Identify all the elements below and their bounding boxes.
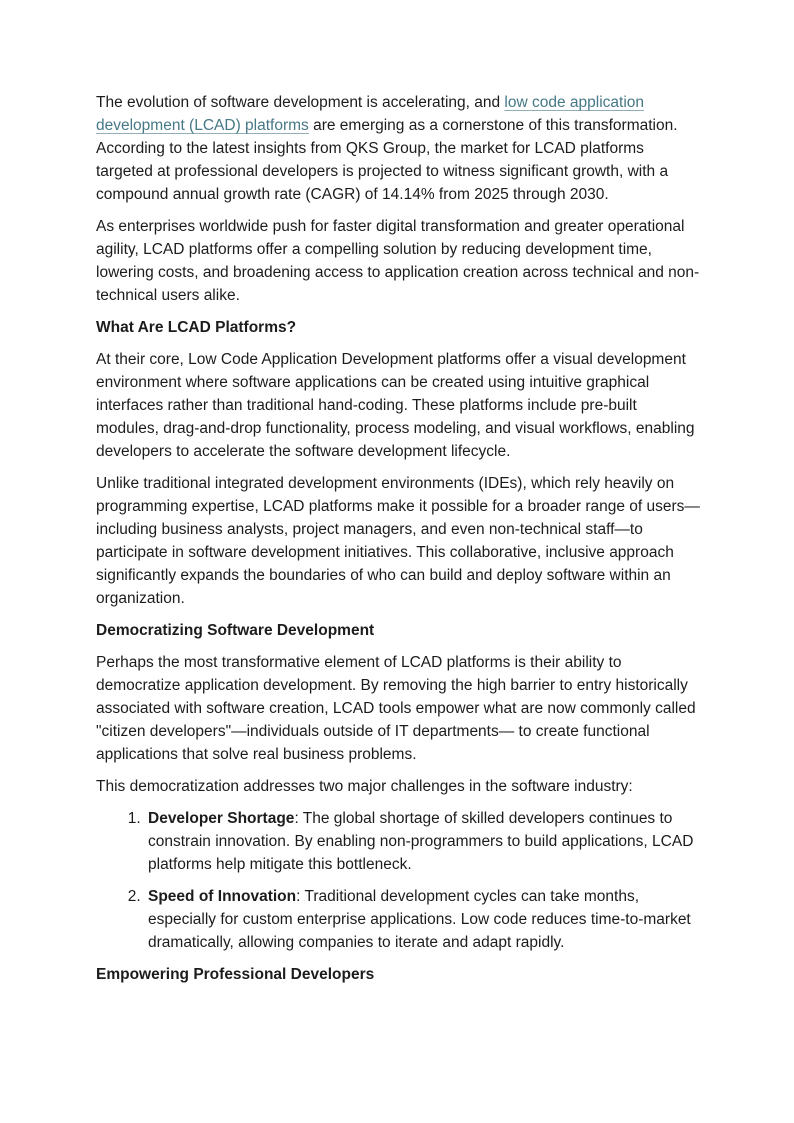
paragraph (96, 215, 700, 307)
list-item (145, 807, 700, 876)
paragraph (96, 775, 700, 798)
paragraph (96, 348, 700, 463)
text-run: Perhaps the most transformative element of LCAD platforms is their ability to democratize application development. By removing the high barrier to entry historically associated with software creation, LCAD tools empower what are now commonly called "citizen developers"—individuals outside of IT departments— to create functional applications that solve real business problems. (96, 654, 696, 763)
paragraph (96, 651, 700, 766)
bold-text: Developer Shortage (148, 810, 295, 827)
bold-text: Speed of Innovation (148, 888, 297, 905)
list-item (145, 885, 700, 954)
hyperlink[interactable]: low code application development (LCAD) platforms (96, 94, 644, 134)
section-heading (96, 619, 700, 642)
text-run: are emerging as a cornerstone of this transformation. According to the latest insights from QKS Group, the market for LCAD platforms targeted at professional developers is projected to witness significant growth, with a compound annual growth rate (CAGR) of 14.14% from 2025 through 2030. (96, 117, 678, 203)
text-run: Unlike traditional integrated development environments (IDEs), which rely heavily on programming expertise, LCAD platforms make it possible for a broader range of users—including business analysts, project managers, and even non-technical staff—to participate in software development initiatives. This collaborative, inclusive approach significantly expands the boundaries of who can build and deploy software within an organization. (96, 475, 700, 607)
text-run: At their core, Low Code Application Development platforms offer a visual development environment where software applications can be created using intuitive graphical interfaces rather than traditional hand-coding. These platforms include pre-built modules, drag-and-drop functionality, process modeling, and visual workflows, enabling developers to accelerate the software development lifecycle. (96, 351, 695, 460)
section-heading (96, 316, 700, 339)
text-run: This democratization addresses two major challenges in the software industry: (96, 778, 633, 795)
section-heading (96, 963, 700, 986)
text-run: : The global shortage of skilled developers continues to constrain innovation. By enabling non-programmers to build applications, LCAD platforms help mitigate this bottleneck. (148, 810, 694, 873)
text-run: Democratizing Software Development (96, 622, 375, 639)
text-run: The evolution of software development is accelerating, and (96, 94, 505, 111)
numbered-list (96, 807, 700, 954)
text-run: : Traditional development cycles can take months, especially for custom enterprise applications. Low code reduces time-to-market dramatically, allowing companies to iterate and adapt rapidly. (148, 888, 691, 951)
document-content (96, 91, 700, 995)
text-run: As enterprises worldwide push for faster digital transformation and greater operational agility, LCAD platforms offer a compelling solution by reducing development time, lowering costs, and broadening access to application creation across technical and non-technical users alike. (96, 218, 700, 304)
paragraph (96, 472, 700, 610)
text-run: What Are LCAD Platforms? (96, 319, 297, 336)
text-run: Empowering Professional Developers (96, 966, 375, 983)
paragraph (96, 91, 700, 206)
